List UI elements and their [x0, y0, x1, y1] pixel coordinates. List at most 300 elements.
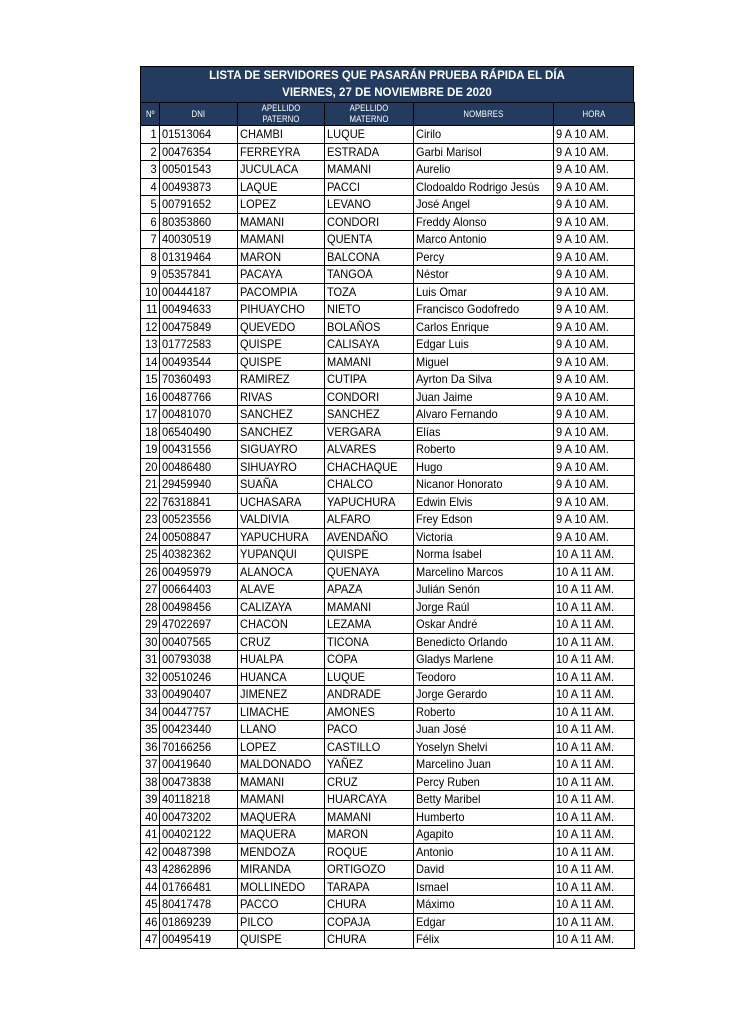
cell-dni: 01513064 — [160, 126, 238, 144]
cell-number: 6 — [141, 213, 160, 231]
cell-dni: 00486480 — [160, 458, 238, 476]
cell-apellido-materno: CASTILLO — [325, 738, 414, 756]
cell-nombres: Gladys Marlene — [414, 651, 554, 669]
cell-hora: 9 A 10 AM. — [554, 511, 635, 529]
col-header-dni: DNI — [160, 103, 238, 126]
cell-number: 18 — [141, 423, 160, 441]
cell-apellido-materno: LEZAMA — [325, 616, 414, 634]
cell-hora: 10 A 11 AM. — [554, 633, 635, 651]
cell-nombres: Oskar André — [414, 616, 554, 634]
cell-nombres: Juan José — [414, 721, 554, 739]
table-row — [141, 773, 635, 791]
cell-nombres: Jorge Gerardo — [414, 686, 554, 704]
cell-apellido-materno: BOLAÑOS — [325, 318, 414, 336]
table-row — [141, 196, 635, 214]
cell-number: 43 — [141, 861, 160, 879]
cell-apellido-paterno: JIMENEZ — [238, 686, 325, 704]
cell-apellido-paterno: SANCHEZ — [238, 423, 325, 441]
cell-apellido-materno: BALCONA — [325, 248, 414, 266]
cell-nombres: Garbi Marisol — [414, 143, 554, 161]
cell-nombres: Percy — [414, 248, 554, 266]
cell-hora: 10 A 11 AM. — [554, 581, 635, 599]
cell-apellido-materno: MAMANI — [325, 598, 414, 616]
cell-apellido-materno: QUISPE — [325, 546, 414, 564]
table-row — [141, 476, 635, 494]
table-row — [141, 353, 635, 371]
cell-dni: 80417478 — [160, 896, 238, 914]
cell-number: 8 — [141, 248, 160, 266]
cell-apellido-paterno: MOLLINEDO — [238, 878, 325, 896]
cell-nombres: Carlos Enrique — [414, 318, 554, 336]
table-row — [141, 318, 635, 336]
cell-apellido-materno: CUTIPA — [325, 371, 414, 389]
cell-apellido-materno: TARAPA — [325, 878, 414, 896]
cell-dni: 00664403 — [160, 581, 238, 599]
cell-hora: 9 A 10 AM. — [554, 493, 635, 511]
cell-dni: 00473202 — [160, 808, 238, 826]
cell-number: 22 — [141, 493, 160, 511]
cell-dni: 00495419 — [160, 931, 238, 949]
col-header-hora: HORA — [554, 103, 635, 126]
cell-dni: 00493873 — [160, 178, 238, 196]
cell-dni: 00508847 — [160, 528, 238, 546]
cell-nombres: Frey Edson — [414, 511, 554, 529]
table-row — [141, 703, 635, 721]
cell-hora: 9 A 10 AM. — [554, 248, 635, 266]
cell-apellido-paterno: VALDIVIA — [238, 511, 325, 529]
cell-number: 20 — [141, 458, 160, 476]
cell-hora: 9 A 10 AM. — [554, 161, 635, 179]
cell-number: 16 — [141, 388, 160, 406]
col-header-nombres: NOMBRES — [414, 103, 554, 126]
document-title: LISTA DE SERVIDORES QUE PASARÁN PRUEBA RÁPIDA EL DÍA — [209, 70, 565, 82]
cell-dni: 40382362 — [160, 546, 238, 564]
cell-apellido-paterno: UCHASARA — [238, 493, 325, 511]
cell-nombres: Agapito — [414, 826, 554, 844]
cell-number: 44 — [141, 878, 160, 896]
cell-apellido-paterno: YAPUCHURA — [238, 528, 325, 546]
cell-hora: 9 A 10 AM. — [554, 388, 635, 406]
cell-apellido-materno: ORTIGOZO — [325, 861, 414, 879]
cell-dni: 00493544 — [160, 353, 238, 371]
cell-number: 17 — [141, 406, 160, 424]
cell-nombres: Freddy Alonso — [414, 213, 554, 231]
cell-number: 3 — [141, 161, 160, 179]
cell-dni: 40030519 — [160, 231, 238, 249]
cell-hora: 10 A 11 AM. — [554, 546, 635, 564]
cell-apellido-materno: CHURA — [325, 896, 414, 914]
table-row — [141, 931, 635, 949]
cell-apellido-paterno: HUALPA — [238, 651, 325, 669]
cell-apellido-paterno: SANCHEZ — [238, 406, 325, 424]
cell-nombres: Percy Ruben — [414, 773, 554, 791]
cell-apellido-paterno: YUPANQUI — [238, 546, 325, 564]
cell-apellido-materno: YAPUCHURA — [325, 493, 414, 511]
table-row — [141, 843, 635, 861]
cell-apellido-materno: YAÑEZ — [325, 756, 414, 774]
cell-dni: 00490407 — [160, 686, 238, 704]
cell-apellido-paterno: MALDONADO — [238, 756, 325, 774]
cell-number: 19 — [141, 441, 160, 459]
cell-nombres: Humberto — [414, 808, 554, 826]
cell-hora: 10 A 11 AM. — [554, 721, 635, 739]
cell-dni: 29459940 — [160, 476, 238, 494]
cell-apellido-paterno: PACAYA — [238, 266, 325, 284]
cell-number: 23 — [141, 511, 160, 529]
cell-apellido-paterno: MAMANI — [238, 213, 325, 231]
table-row — [141, 791, 635, 809]
table-row — [141, 738, 635, 756]
cell-hora: 9 A 10 AM. — [554, 371, 635, 389]
cell-dni: 40118218 — [160, 791, 238, 809]
cell-number: 10 — [141, 283, 160, 301]
cell-apellido-paterno: LLANO — [238, 721, 325, 739]
cell-apellido-materno: CRUZ — [325, 773, 414, 791]
cell-hora: 9 A 10 AM. — [554, 231, 635, 249]
cell-dni: 00476354 — [160, 143, 238, 161]
cell-nombres: Hugo — [414, 458, 554, 476]
cell-nombres: Máximo — [414, 896, 554, 914]
cell-apellido-paterno: SIGUAYRO — [238, 441, 325, 459]
title-band — [140, 66, 634, 102]
cell-hora: 10 A 11 AM. — [554, 616, 635, 634]
table-row — [141, 493, 635, 511]
cell-hora: 9 A 10 AM. — [554, 353, 635, 371]
cell-apellido-paterno: LIMACHE — [238, 703, 325, 721]
table-row — [141, 546, 635, 564]
cell-dni: 42862896 — [160, 861, 238, 879]
cell-apellido-materno: COPAJA — [325, 913, 414, 931]
cell-apellido-materno: TICONA — [325, 633, 414, 651]
cell-number: 14 — [141, 353, 160, 371]
cell-apellido-paterno: CALIZAYA — [238, 598, 325, 616]
cell-dni: 00793038 — [160, 651, 238, 669]
cell-apellido-paterno: MAMANI — [238, 773, 325, 791]
cell-apellido-paterno: RAMIREZ — [238, 371, 325, 389]
cell-dni: 00419640 — [160, 756, 238, 774]
cell-dni: 00494633 — [160, 301, 238, 319]
cell-apellido-materno: CHURA — [325, 931, 414, 949]
cell-hora: 9 A 10 AM. — [554, 126, 635, 144]
cell-number: 25 — [141, 546, 160, 564]
cell-dni: 00423440 — [160, 721, 238, 739]
cell-dni: 00402122 — [160, 826, 238, 844]
cell-apellido-materno: ALVARES — [325, 441, 414, 459]
table-row — [141, 616, 635, 634]
table-row — [141, 808, 635, 826]
cell-hora: 10 A 11 AM. — [554, 791, 635, 809]
cell-apellido-paterno: MARON — [238, 248, 325, 266]
cell-apellido-materno: SANCHEZ — [325, 406, 414, 424]
cell-number: 7 — [141, 231, 160, 249]
table-row — [141, 598, 635, 616]
cell-hora: 9 A 10 AM. — [554, 266, 635, 284]
cell-hora: 10 A 11 AM. — [554, 703, 635, 721]
table-row — [141, 511, 635, 529]
cell-apellido-materno: ANDRADE — [325, 686, 414, 704]
cell-number: 27 — [141, 581, 160, 599]
cell-hora: 10 A 11 AM. — [554, 738, 635, 756]
cell-number: 9 — [141, 266, 160, 284]
cell-hora: 9 A 10 AM. — [554, 178, 635, 196]
cell-nombres: Betty Maribel — [414, 791, 554, 809]
cell-number: 30 — [141, 633, 160, 651]
cell-number: 29 — [141, 616, 160, 634]
table-row — [141, 143, 635, 161]
table-row — [141, 248, 635, 266]
cell-dni: 00431556 — [160, 441, 238, 459]
cell-dni: 00523556 — [160, 511, 238, 529]
cell-hora: 9 A 10 AM. — [554, 406, 635, 424]
cell-number: 12 — [141, 318, 160, 336]
cell-dni: 70166256 — [160, 738, 238, 756]
cell-apellido-materno: MAMANI — [325, 808, 414, 826]
cell-hora: 9 A 10 AM. — [554, 143, 635, 161]
cell-hora: 10 A 11 AM. — [554, 668, 635, 686]
cell-nombres: Ayrton Da Silva — [414, 371, 554, 389]
cell-hora: 9 A 10 AM. — [554, 458, 635, 476]
cell-hora: 10 A 11 AM. — [554, 563, 635, 581]
table-row — [141, 266, 635, 284]
table-row — [141, 336, 635, 354]
cell-nombres: Francisco Godofredo — [414, 301, 554, 319]
cell-number: 46 — [141, 913, 160, 931]
cell-number: 28 — [141, 598, 160, 616]
cell-apellido-materno: LUQUE — [325, 668, 414, 686]
cell-hora: 10 A 11 AM. — [554, 896, 635, 914]
cell-hora: 9 A 10 AM. — [554, 301, 635, 319]
cell-number: 37 — [141, 756, 160, 774]
cell-nombres: José Angel — [414, 196, 554, 214]
cell-nombres: Nicanor Honorato — [414, 476, 554, 494]
cell-apellido-materno: TANGOA — [325, 266, 414, 284]
table-header-row — [141, 103, 635, 126]
cell-dni: 70360493 — [160, 371, 238, 389]
cell-number: 33 — [141, 686, 160, 704]
cell-apellido-paterno: QUISPE — [238, 336, 325, 354]
cell-hora: 9 A 10 AM. — [554, 528, 635, 546]
table-row — [141, 406, 635, 424]
cell-hora: 10 A 11 AM. — [554, 756, 635, 774]
col-header-number: Nº — [141, 103, 160, 126]
cell-hora: 10 A 11 AM. — [554, 878, 635, 896]
table-row — [141, 913, 635, 931]
cell-number: 36 — [141, 738, 160, 756]
cell-dni: 01772583 — [160, 336, 238, 354]
table-row — [141, 861, 635, 879]
cell-apellido-materno: QUENTA — [325, 231, 414, 249]
cell-nombres: Marcelino Juan — [414, 756, 554, 774]
cell-apellido-materno: CALISAYA — [325, 336, 414, 354]
cell-number: 38 — [141, 773, 160, 791]
cell-apellido-paterno: ALAVE — [238, 581, 325, 599]
cell-dni: 01766481 — [160, 878, 238, 896]
cell-nombres: Alvaro Fernando — [414, 406, 554, 424]
cell-hora: 9 A 10 AM. — [554, 441, 635, 459]
table-row — [141, 161, 635, 179]
cell-apellido-paterno: MENDOZA — [238, 843, 325, 861]
cell-dni: 00791652 — [160, 196, 238, 214]
cell-dni: 00498456 — [160, 598, 238, 616]
table-row — [141, 423, 635, 441]
cell-hora: 10 A 11 AM. — [554, 686, 635, 704]
cell-apellido-paterno: CHAMBI — [238, 126, 325, 144]
table-row — [141, 178, 635, 196]
cell-apellido-paterno: HUANCA — [238, 668, 325, 686]
cell-nombres: Marco Antonio — [414, 231, 554, 249]
cell-number: 13 — [141, 336, 160, 354]
cell-apellido-paterno: PIHUAYCHO — [238, 301, 325, 319]
table-row — [141, 126, 635, 144]
cell-apellido-materno: ALFARO — [325, 511, 414, 529]
cell-apellido-paterno: QUISPE — [238, 353, 325, 371]
cell-number: 41 — [141, 826, 160, 844]
cell-apellido-paterno: QUISPE — [238, 931, 325, 949]
cell-nombres: Roberto — [414, 441, 554, 459]
cell-dni: 00473838 — [160, 773, 238, 791]
cell-apellido-paterno: LOPEZ — [238, 196, 325, 214]
cell-dni: 05357841 — [160, 266, 238, 284]
table-row — [141, 633, 635, 651]
cell-apellido-paterno: CHACON — [238, 616, 325, 634]
cell-nombres: Teodoro — [414, 668, 554, 686]
col-header-apellido-paterno: APELLIDO PATERNO — [238, 103, 325, 126]
cell-apellido-paterno: MAMANI — [238, 231, 325, 249]
cell-hora: 10 A 11 AM. — [554, 598, 635, 616]
cell-dni: 00475849 — [160, 318, 238, 336]
cell-hora: 10 A 11 AM. — [554, 773, 635, 791]
document-sheet — [140, 66, 634, 949]
col-header-apellido-materno: APELLIDO MATERNO — [325, 103, 414, 126]
cell-nombres: Aurelio — [414, 161, 554, 179]
cell-dni: 00501543 — [160, 161, 238, 179]
cell-apellido-paterno: LOPEZ — [238, 738, 325, 756]
table-row — [141, 721, 635, 739]
cell-hora: 10 A 11 AM. — [554, 861, 635, 879]
cell-apellido-materno: MAMANI — [325, 161, 414, 179]
cell-hora: 9 A 10 AM. — [554, 423, 635, 441]
table-row — [141, 528, 635, 546]
cell-hora: 10 A 11 AM. — [554, 913, 635, 931]
cell-apellido-paterno: LAQUE — [238, 178, 325, 196]
cell-apellido-paterno: FERREYRA — [238, 143, 325, 161]
cell-apellido-paterno: ALANOCA — [238, 563, 325, 581]
cell-apellido-materno: NIETO — [325, 301, 414, 319]
cell-nombres: Edwin Elvis — [414, 493, 554, 511]
table-row — [141, 213, 635, 231]
cell-apellido-paterno: SIHUAYRO — [238, 458, 325, 476]
cell-nombres: Julián Senón — [414, 581, 554, 599]
cell-dni: 01869239 — [160, 913, 238, 931]
cell-nombres: Edgar Luis — [414, 336, 554, 354]
cell-dni: 01319464 — [160, 248, 238, 266]
cell-hora: 9 A 10 AM. — [554, 336, 635, 354]
cell-dni: 00487766 — [160, 388, 238, 406]
cell-number: 39 — [141, 791, 160, 809]
cell-nombres: Clodoaldo Rodrigo Jesús — [414, 178, 554, 196]
cell-apellido-materno: HUARCAYA — [325, 791, 414, 809]
cell-nombres: David — [414, 861, 554, 879]
cell-dni: 00510246 — [160, 668, 238, 686]
table-row — [141, 441, 635, 459]
cell-nombres: Roberto — [414, 703, 554, 721]
cell-nombres: Elías — [414, 423, 554, 441]
table-row — [141, 668, 635, 686]
cell-nombres: Jorge Raúl — [414, 598, 554, 616]
cell-apellido-materno: PACO — [325, 721, 414, 739]
cell-hora: 9 A 10 AM. — [554, 196, 635, 214]
cell-apellido-materno: CONDORI — [325, 388, 414, 406]
cell-number: 40 — [141, 808, 160, 826]
table-row — [141, 301, 635, 319]
cell-dni: 76318841 — [160, 493, 238, 511]
table-row — [141, 231, 635, 249]
cell-apellido-paterno: PACOMPIA — [238, 283, 325, 301]
cell-apellido-materno: PACCI — [325, 178, 414, 196]
cell-apellido-paterno: MAMANI — [238, 791, 325, 809]
cell-apellido-materno: ESTRADA — [325, 143, 414, 161]
cell-apellido-paterno: QUEVEDO — [238, 318, 325, 336]
cell-nombres: Edgar — [414, 913, 554, 931]
cell-apellido-materno: AVENDAÑO — [325, 528, 414, 546]
table-row — [141, 651, 635, 669]
cell-dni: 47022697 — [160, 616, 238, 634]
cell-dni: 00407565 — [160, 633, 238, 651]
servers-table — [140, 102, 635, 949]
cell-hora: 10 A 11 AM. — [554, 808, 635, 826]
cell-number: 32 — [141, 668, 160, 686]
cell-nombres: Victoria — [414, 528, 554, 546]
cell-apellido-materno: COPA — [325, 651, 414, 669]
table-row — [141, 388, 635, 406]
table-row — [141, 826, 635, 844]
cell-apellido-paterno: PILCO — [238, 913, 325, 931]
table-body — [141, 126, 635, 949]
cell-apellido-materno: VERGARA — [325, 423, 414, 441]
table-row — [141, 563, 635, 581]
cell-apellido-materno: LUQUE — [325, 126, 414, 144]
table-row — [141, 686, 635, 704]
table-row — [141, 283, 635, 301]
cell-dni: 00447757 — [160, 703, 238, 721]
cell-apellido-materno: CHALCO — [325, 476, 414, 494]
table-row — [141, 581, 635, 599]
cell-nombres: Néstor — [414, 266, 554, 284]
cell-number: 5 — [141, 196, 160, 214]
cell-apellido-materno: APAZA — [325, 581, 414, 599]
cell-nombres: Ismael — [414, 878, 554, 896]
table-row — [141, 896, 635, 914]
cell-apellido-materno: LEVANO — [325, 196, 414, 214]
cell-nombres: Marcelino Marcos — [414, 563, 554, 581]
cell-dni: 06540490 — [160, 423, 238, 441]
cell-hora: 9 A 10 AM. — [554, 213, 635, 231]
table-row — [141, 371, 635, 389]
cell-number: 24 — [141, 528, 160, 546]
cell-dni: 80353860 — [160, 213, 238, 231]
cell-apellido-materno: MARON — [325, 826, 414, 844]
cell-number: 42 — [141, 843, 160, 861]
cell-nombres: Miguel — [414, 353, 554, 371]
cell-nombres: Yoselyn Shelvi — [414, 738, 554, 756]
cell-nombres: Luis Omar — [414, 283, 554, 301]
cell-apellido-paterno: JUCULACA — [238, 161, 325, 179]
cell-nombres: Félix — [414, 931, 554, 949]
cell-number: 34 — [141, 703, 160, 721]
cell-hora: 10 A 11 AM. — [554, 826, 635, 844]
cell-apellido-paterno: PACCO — [238, 896, 325, 914]
cell-number: 4 — [141, 178, 160, 196]
